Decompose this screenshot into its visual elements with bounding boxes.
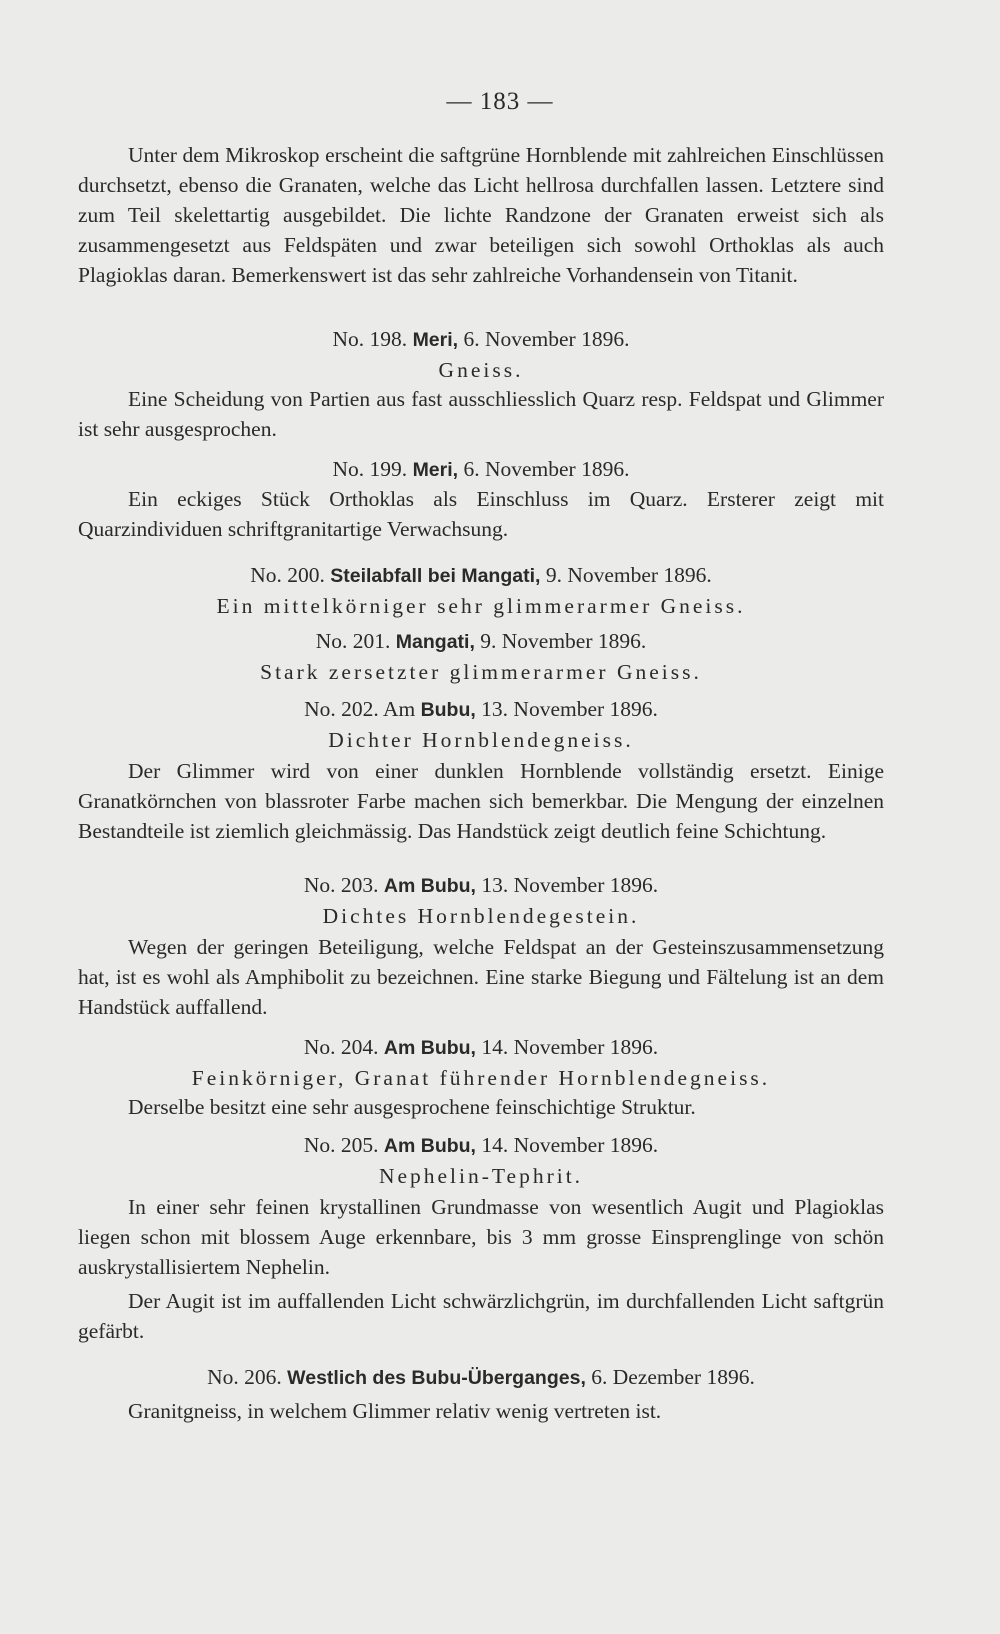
- entry-date: 14. November 1896.: [481, 1035, 659, 1059]
- entry-date: 14. November 1896.: [481, 1133, 659, 1157]
- entry-number: No. 198.: [332, 327, 408, 351]
- entry-201: [78, 626, 884, 687]
- entry-date: 13. November 1896.: [481, 697, 658, 721]
- entry-number: No. 203.: [303, 873, 379, 897]
- entry-number: No. 201.: [315, 629, 391, 653]
- entry-location: Am Bubu,: [383, 1135, 476, 1157]
- paragraph: Granitgneiss, in welchem Glimmer relativ wenig vertreten ist.: [128, 1399, 662, 1423]
- paragraph: In einer sehr feinen krystallinen Grundmasse von wesentlich Augit und Plagioklas liegen schon mit blossem Auge erkennbare, bis 3 mm grosse Einsprenglinge von schön auskrystallisiertem Nephelin.: [78, 1195, 884, 1279]
- entry-198: [78, 324, 884, 385]
- entry-location: Am Bubu,: [383, 875, 476, 897]
- entry-heading: [78, 870, 884, 901]
- entry-date: 13. November 1896.: [481, 873, 659, 897]
- paragraph-block: [78, 1192, 884, 1282]
- entry-199: [78, 454, 884, 485]
- entry-heading: [78, 560, 884, 591]
- paragraph-block: [78, 1092, 884, 1122]
- paragraph: Derselbe besitzt eine sehr ausgesprochene feinschichtige Struktur.: [128, 1095, 696, 1119]
- entry-heading: [78, 1130, 884, 1161]
- entry-205: [78, 1130, 884, 1191]
- entry-heading: [78, 694, 884, 725]
- entry-location: Am Bubu,: [383, 1037, 476, 1059]
- entry-location-prefix: Am: [382, 697, 416, 721]
- paragraph-block: [78, 484, 884, 544]
- rock-type: Feinkörniger, Granat führender Hornblendegneiss.: [191, 1066, 771, 1090]
- entry-location: Meri,: [412, 329, 459, 351]
- paragraph-block: [78, 756, 884, 846]
- entry-number: No. 202.: [304, 697, 379, 721]
- entry-200: [78, 560, 884, 621]
- paragraph: Unter dem Mikroskop erscheint die saftgrüne Hornblende mit zahlreichen Einschlüssen durchsetzt, ebenso die Granaten, welche das Licht hellrosa durchfallen lassen. Letztere sind zum Teil skelettartig ausgebildet. Die lichte Randzone der Granaten erweist sich als zusammengesetzt aus Feldspäten und zwar beteiligen sich sowohl Orthoklas als auch Plagioklas daran. Bemerkenswert ist das sehr zahlreiche Vorhandensein von Titanit.: [78, 143, 884, 287]
- paragraph: Eine Scheidung von Partien aus fast ausschliesslich Quarz resp. Feldspat und Glimmer ist sehr ausgesprochen.: [78, 387, 884, 441]
- entry-date: 6. Dezember 1896.: [591, 1365, 755, 1389]
- entry-location: Bubu,: [420, 699, 476, 721]
- entry-heading: [78, 324, 884, 355]
- entry-203: [78, 870, 884, 931]
- entry-location: Meri,: [412, 459, 459, 481]
- paragraph: Wegen der geringen Beteiligung, welche Feldspat an der Gesteinszusammensetzung hat, ist es wohl als Amphibolit zu bezeichnen. Eine starke Biegung und Fältelung ist an dem Handstück auffallend.: [78, 935, 884, 1019]
- entry-date: 9. November 1896.: [480, 629, 647, 653]
- entry-date: 6. November 1896.: [463, 457, 630, 481]
- entry-204: [78, 1032, 884, 1093]
- paragraph-block: [78, 140, 884, 290]
- rock-type: Gneiss.: [438, 358, 524, 382]
- paragraph: Der Glimmer wird von einer dunklen Hornblende vollständig ersetzt. Einige Granatkörnchen von blassroter Farbe machen sich bemerkbar. Die Mengung der einzelnen Bestandteile ist ziemlich gleichmässig. Das Handstück zeigt deutlich feine Schichtung.: [78, 759, 884, 843]
- entry-heading: [78, 1362, 884, 1393]
- entry-206: [78, 1362, 884, 1393]
- entry-location: Steilabfall bei Mangati,: [330, 565, 541, 587]
- entry-location: Westlich des Bubu-Überganges,: [287, 1367, 586, 1389]
- rock-type: Dichter Hornblendegneiss.: [328, 728, 634, 752]
- paragraph-block: [78, 932, 884, 1022]
- entry-heading: [78, 626, 884, 657]
- entry-location: Mangati,: [395, 631, 475, 653]
- entry-heading: [78, 1032, 884, 1063]
- entry-number: No. 204.: [303, 1035, 379, 1059]
- entry-number: No. 200.: [250, 563, 325, 587]
- page-number: — 183 —: [446, 88, 554, 115]
- entry-date: 6. November 1896.: [463, 327, 630, 351]
- paragraph: Ein eckiges Stück Orthoklas als Einschluss im Quarz. Ersterer zeigt mit Quarzindividuen schriftgranitartige Verwachsung.: [78, 487, 884, 541]
- rock-type: Nephelin-Tephrit.: [378, 1164, 584, 1188]
- entry-date: 9. November 1896.: [545, 563, 712, 587]
- paragraph-block: [78, 1286, 884, 1346]
- paragraph-block: [78, 1396, 884, 1426]
- entry-number: No. 199.: [332, 457, 408, 481]
- entry-number: No. 206.: [207, 1365, 282, 1389]
- paragraph: Der Augit ist im auffallenden Licht schwärzlichgrün, im durchfallenden Licht saftgrün gefärbt.: [78, 1289, 884, 1343]
- entry-202: [78, 694, 884, 755]
- rock-type: Dichtes Hornblendegestein.: [322, 904, 640, 928]
- entry-heading: [78, 454, 884, 485]
- paragraph-block: [78, 384, 884, 444]
- rock-type: Ein mittelkörniger sehr glimmerarmer Gneiss.: [216, 594, 746, 618]
- entry-number: No. 205.: [303, 1133, 379, 1157]
- rock-type: Stark zersetzter glimmerarmer Gneiss.: [260, 660, 702, 684]
